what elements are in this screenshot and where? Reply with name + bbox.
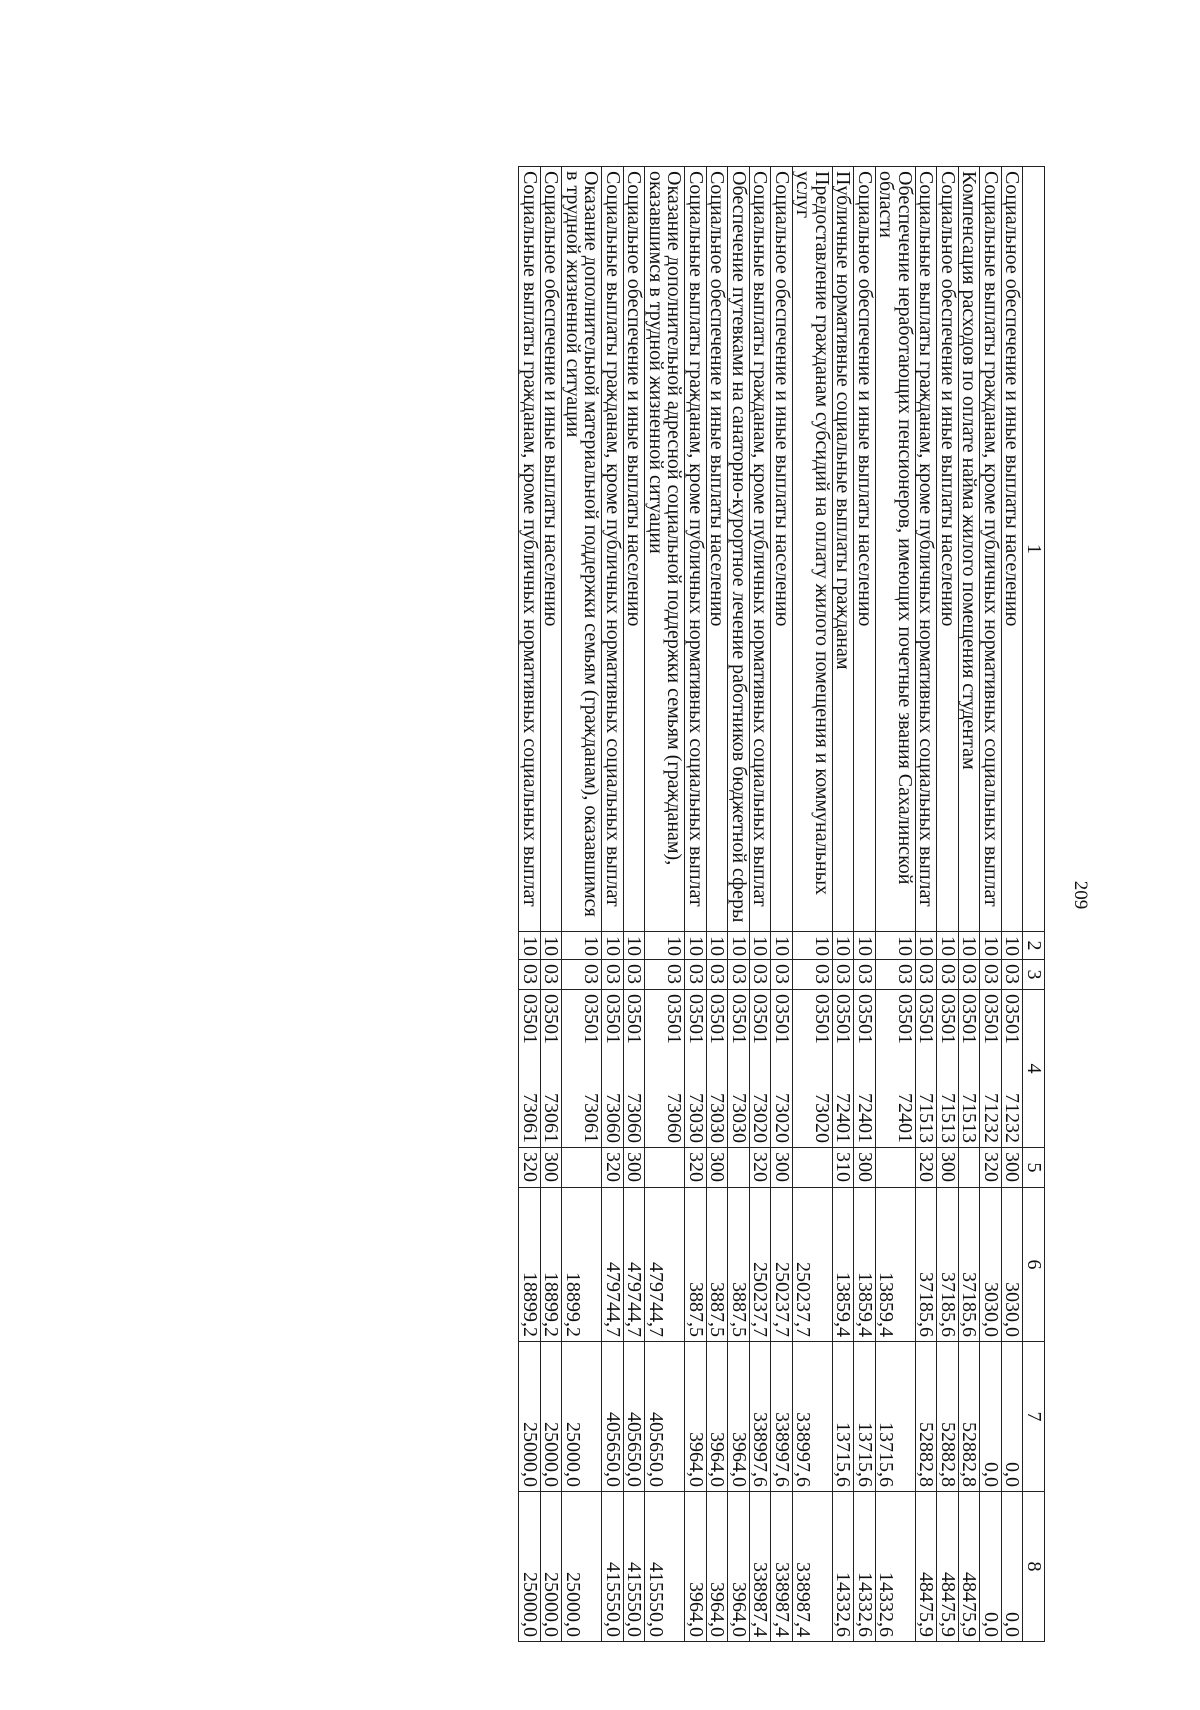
row-amount-col6: 37185,6 [916, 1188, 938, 1342]
row-amount-col6: 479744,7 [624, 1188, 646, 1342]
table-row [793, 167, 833, 1642]
table-row [980, 167, 1002, 1642]
row-target-article [937, 990, 959, 1148]
row-description: Оказание дополнительной материальной поддержки семьям (гражданам), оказавшимся в трудной жизненной ситуации [562, 167, 602, 932]
row-subsection: 03 [876, 960, 916, 990]
target-article-direction: 73020 [811, 1093, 833, 1143]
row-description: Социальное обеспечение и иные выплаты населению [854, 167, 876, 932]
row-amount-col7: 52882,8 [916, 1342, 938, 1492]
row-description: Социальное обеспечение и иные выплаты населению [1002, 167, 1024, 932]
row-subsection: 03 [793, 960, 833, 990]
row-subsection: 03 [519, 960, 541, 990]
header-col-1: 1 [1023, 167, 1045, 932]
row-section: 10 [519, 932, 541, 960]
target-article-direction: 73061 [540, 1093, 563, 1143]
row-expense-type: 320 [916, 1148, 938, 1188]
header-col-4: 4 [1023, 990, 1045, 1148]
target-article-program: 03501 [728, 994, 750, 1044]
table-row [959, 167, 981, 1642]
header-col-8: 8 [1023, 1492, 1045, 1642]
header-row [1023, 167, 1045, 1642]
target-article-program: 03501 [519, 994, 541, 1044]
row-amount-col6: 18899,2 [562, 1188, 602, 1342]
target-article-direction: 73061 [519, 1093, 541, 1143]
target-article-program: 03501 [749, 994, 772, 1044]
row-expense-type: 300 [541, 1148, 563, 1188]
row-expense-type: 320 [750, 1148, 772, 1188]
target-article-direction: 73030 [685, 1093, 707, 1143]
row-subsection: 03 [541, 960, 563, 990]
row-section: 10 [750, 932, 772, 960]
target-article-program: 03501 [915, 994, 938, 1044]
row-amount-col8: 0,0 [1002, 1492, 1024, 1642]
row-subsection: 03 [750, 960, 772, 990]
row-amount-col7: 25000,0 [519, 1342, 541, 1492]
target-article-program: 03501 [958, 994, 981, 1044]
row-section: 10 [854, 932, 876, 960]
table-row [541, 167, 563, 1642]
row-amount-col6: 3030,0 [980, 1188, 1002, 1342]
target-article-direction: 72401 [894, 1093, 916, 1143]
row-description: Социальное обеспечение и иные выплаты населению [771, 167, 793, 932]
target-article-direction: 71513 [915, 1093, 938, 1143]
row-expense-type: 300 [707, 1148, 729, 1188]
row-expense-type [728, 1148, 750, 1188]
target-article-direction: 72401 [854, 1093, 876, 1143]
row-section: 10 [793, 932, 833, 960]
header-col-6: 6 [1023, 1188, 1045, 1342]
row-description: Оказание дополнительной адресной социальной поддержки семьям (гражданам), оказавшимся в трудной жизненной ситуации [645, 167, 685, 932]
row-target-article [1002, 990, 1024, 1148]
row-section: 10 [624, 932, 646, 960]
row-amount-col8: 14332,6 [876, 1492, 916, 1642]
row-description: Социальные выплаты гражданам, кроме публичных нормативных социальных выплат [980, 167, 1002, 932]
row-amount-col7: 13715,6 [876, 1342, 916, 1492]
row-target-article [707, 990, 729, 1148]
row-amount-col6: 479744,7 [602, 1188, 624, 1342]
row-amount-col7: 3964,0 [685, 1342, 707, 1492]
row-expense-type: 320 [685, 1148, 707, 1188]
target-article-program: 03501 [663, 994, 686, 1044]
row-amount-col8: 338987,4 [750, 1492, 772, 1642]
row-description: Социальное обеспечение и иные выплаты населению [707, 167, 729, 932]
row-expense-type: 300 [624, 1148, 646, 1188]
row-expense-type: 300 [771, 1148, 793, 1188]
target-article-direction: 73030 [728, 1093, 750, 1143]
row-amount-col7: 3964,0 [707, 1342, 729, 1492]
row-target-article [916, 990, 938, 1148]
header-col-2: 2 [1023, 932, 1045, 960]
table-row [771, 167, 793, 1642]
row-amount-col8: 25000,0 [562, 1492, 602, 1642]
row-section: 10 [959, 932, 981, 960]
row-target-article [562, 990, 602, 1148]
row-target-article [645, 990, 685, 1148]
row-amount-col7: 25000,0 [562, 1342, 602, 1492]
target-article-direction: 73061 [580, 1093, 603, 1143]
row-target-article [854, 990, 876, 1148]
row-amount-col8: 25000,0 [519, 1492, 541, 1642]
table-row [937, 167, 959, 1642]
header-col-7: 7 [1023, 1342, 1045, 1492]
row-amount-col7: 52882,8 [937, 1342, 959, 1492]
row-amount-col8: 48475,9 [916, 1492, 938, 1642]
row-expense-type [959, 1148, 981, 1188]
row-amount-col7: 405650,0 [602, 1342, 624, 1492]
row-expense-type: 300 [854, 1148, 876, 1188]
target-article-direction: 71232 [1001, 1093, 1024, 1143]
table-row [624, 167, 646, 1642]
row-target-article [541, 990, 563, 1148]
target-article-program: 03501 [602, 994, 624, 1044]
row-subsection: 03 [916, 960, 938, 990]
target-article-direction: 71513 [958, 1093, 981, 1143]
row-target-article [876, 990, 916, 1148]
page-number: 209 [1070, 880, 1091, 910]
target-article-direction: 73030 [706, 1093, 729, 1143]
row-description: Социальное обеспечение и иные выплаты населению [624, 167, 646, 932]
row-amount-col6: 18899,2 [519, 1188, 541, 1342]
row-amount-col6: 37185,6 [959, 1188, 981, 1342]
row-amount-col7: 338997,6 [750, 1342, 772, 1492]
target-article-program: 03501 [832, 994, 855, 1044]
target-article-program: 03501 [937, 994, 959, 1044]
row-amount-col7: 338997,6 [793, 1342, 833, 1492]
target-article-program: 03501 [540, 994, 563, 1044]
row-section: 10 [602, 932, 624, 960]
row-amount-col8: 415550,0 [602, 1492, 624, 1642]
row-description: Предоставление гражданам субсидий на оплату жилого помещения и коммунальных услуг [793, 167, 833, 932]
target-article-direction: 71232 [980, 1093, 1002, 1143]
target-article-program: 03501 [1001, 994, 1024, 1044]
row-subsection: 03 [854, 960, 876, 990]
row-description: Компенсация расходов по оплате найма жилого помещения студентам [959, 167, 981, 932]
row-section: 10 [916, 932, 938, 960]
row-subsection: 03 [959, 960, 981, 990]
row-expense-type [876, 1148, 916, 1188]
row-target-article [750, 990, 772, 1148]
row-target-article [980, 990, 1002, 1148]
target-article-program: 03501 [771, 994, 793, 1044]
row-target-article [685, 990, 707, 1148]
header-col-3: 3 [1023, 960, 1045, 990]
row-description: Социальные выплаты гражданам, кроме публичных нормативных социальных выплат [602, 167, 624, 932]
row-amount-col8: 3964,0 [685, 1492, 707, 1642]
table-row [562, 167, 602, 1642]
row-amount-col8: 25000,0 [541, 1492, 563, 1642]
row-amount-col6: 3887,5 [685, 1188, 707, 1342]
row-section: 10 [1002, 932, 1024, 960]
row-description: Обеспечение неработающих пенсионеров, имеющих почетные звания Сахалинской области [876, 167, 916, 932]
table-row [519, 167, 541, 1642]
row-subsection: 03 [771, 960, 793, 990]
row-amount-col6: 250237,7 [793, 1188, 833, 1342]
target-article-program: 03501 [894, 994, 916, 1044]
row-expense-type: 310 [833, 1148, 855, 1188]
row-amount-col7: 405650,0 [645, 1342, 685, 1492]
target-article-program: 03501 [706, 994, 729, 1044]
row-amount-col7: 0,0 [1002, 1342, 1024, 1492]
row-target-article [624, 990, 646, 1148]
row-amount-col8: 415550,0 [624, 1492, 646, 1642]
row-section: 10 [771, 932, 793, 960]
row-description: Социальное обеспечение и иные выплаты населению [541, 167, 563, 932]
target-article-direction: 73060 [623, 1093, 646, 1143]
row-subsection: 03 [624, 960, 646, 990]
table-row [685, 167, 707, 1642]
row-amount-col6: 13859,4 [833, 1188, 855, 1342]
row-description: Социальные выплаты гражданам, кроме публичных нормативных социальных выплат [750, 167, 772, 932]
target-article-program: 03501 [623, 994, 646, 1044]
table-row [645, 167, 685, 1642]
target-article-program: 03501 [811, 994, 833, 1044]
row-amount-col6: 250237,7 [771, 1188, 793, 1342]
target-article-program: 03501 [580, 994, 603, 1044]
row-target-article [959, 990, 981, 1148]
row-section: 10 [937, 932, 959, 960]
row-expense-type: 320 [980, 1148, 1002, 1188]
target-article-direction: 73020 [771, 1093, 793, 1143]
row-expense-type [645, 1148, 685, 1188]
row-subsection: 03 [602, 960, 624, 990]
row-subsection: 03 [1002, 960, 1024, 990]
row-target-article [833, 990, 855, 1148]
row-amount-col6: 3887,5 [707, 1188, 729, 1342]
table-row [1002, 167, 1024, 1642]
row-expense-type: 300 [1002, 1148, 1024, 1188]
target-article-direction: 71513 [937, 1093, 959, 1143]
row-description: Обеспечение путевками на санаторно-курортное лечение работников бюджетной сферы [728, 167, 750, 932]
table-row [916, 167, 938, 1642]
target-article-direction: 73020 [749, 1093, 772, 1143]
row-amount-col8: 338987,4 [771, 1492, 793, 1642]
table-row [602, 167, 624, 1642]
target-article-program: 03501 [685, 994, 707, 1044]
target-article-program: 03501 [980, 994, 1002, 1044]
row-section: 10 [876, 932, 916, 960]
row-subsection: 03 [645, 960, 685, 990]
row-amount-col7: 405650,0 [624, 1342, 646, 1492]
row-subsection: 03 [937, 960, 959, 990]
row-section: 10 [833, 932, 855, 960]
row-target-article [519, 990, 541, 1148]
row-amount-col8: 14332,6 [833, 1492, 855, 1642]
target-article-program: 03501 [854, 994, 876, 1044]
row-amount-col6: 37185,6 [937, 1188, 959, 1342]
row-section: 10 [980, 932, 1002, 960]
row-amount-col6: 3887,5 [728, 1188, 750, 1342]
row-amount-col6: 3030,0 [1002, 1188, 1024, 1342]
row-amount-col8: 3964,0 [728, 1492, 750, 1642]
row-subsection: 03 [728, 960, 750, 990]
target-article-direction: 73060 [663, 1093, 686, 1143]
row-subsection: 03 [707, 960, 729, 990]
row-expense-type [562, 1148, 602, 1188]
row-amount-col7: 0,0 [980, 1342, 1002, 1492]
row-amount-col6: 13859,4 [876, 1188, 916, 1342]
row-amount-col8: 48475,9 [937, 1492, 959, 1642]
row-subsection: 03 [980, 960, 1002, 990]
row-amount-col6: 18899,2 [541, 1188, 563, 1342]
row-amount-col6: 250237,7 [750, 1188, 772, 1342]
target-article-direction: 72401 [832, 1093, 855, 1143]
row-description: Социальные выплаты гражданам, кроме публичных нормативных социальных выплат [685, 167, 707, 932]
row-amount-col8: 14332,6 [854, 1492, 876, 1642]
row-section: 10 [562, 932, 602, 960]
target-article-direction: 73060 [602, 1093, 624, 1143]
row-target-article [793, 990, 833, 1148]
row-amount-col7: 52882,8 [959, 1342, 981, 1492]
table-row [876, 167, 916, 1642]
row-expense-type: 320 [602, 1148, 624, 1188]
table-row [707, 167, 729, 1642]
row-section: 10 [728, 932, 750, 960]
table-row [854, 167, 876, 1642]
table-row [833, 167, 855, 1642]
row-subsection: 03 [562, 960, 602, 990]
row-amount-col8: 0,0 [980, 1492, 1002, 1642]
row-subsection: 03 [833, 960, 855, 990]
row-amount-col7: 338997,6 [771, 1342, 793, 1492]
row-expense-type: 320 [519, 1148, 541, 1188]
row-expense-type [793, 1148, 833, 1188]
table-row [728, 167, 750, 1642]
row-section: 10 [541, 932, 563, 960]
table-row [750, 167, 772, 1642]
row-amount-col8: 415550,0 [645, 1492, 685, 1642]
row-description: Социальное обеспечение и иные выплаты населению [937, 167, 959, 932]
row-description: Публичные нормативные социальные выплаты гражданам [833, 167, 855, 932]
row-description: Социальные выплаты гражданам, кроме публичных нормативных социальных выплат [916, 167, 938, 932]
row-target-article [602, 990, 624, 1148]
row-amount-col8: 48475,9 [959, 1492, 981, 1642]
row-amount-col7: 25000,0 [541, 1342, 563, 1492]
row-section: 10 [685, 932, 707, 960]
row-section: 10 [707, 932, 729, 960]
row-target-article [728, 990, 750, 1148]
header-col-5: 5 [1023, 1148, 1045, 1188]
row-description: Социальные выплаты гражданам, кроме публичных нормативных социальных выплат [519, 167, 541, 932]
budget-table [55, 166, 1045, 1641]
row-expense-type: 300 [937, 1148, 959, 1188]
row-amount-col8: 3964,0 [707, 1492, 729, 1642]
row-amount-col8: 338987,4 [793, 1492, 833, 1642]
row-target-article [771, 990, 793, 1148]
row-amount-col7: 13715,6 [854, 1342, 876, 1492]
row-amount-col6: 13859,4 [854, 1188, 876, 1342]
row-amount-col7: 13715,6 [833, 1342, 855, 1492]
row-subsection: 03 [685, 960, 707, 990]
row-amount-col6: 479744,7 [645, 1188, 685, 1342]
row-amount-col7: 3964,0 [728, 1342, 750, 1492]
row-section: 10 [645, 932, 685, 960]
